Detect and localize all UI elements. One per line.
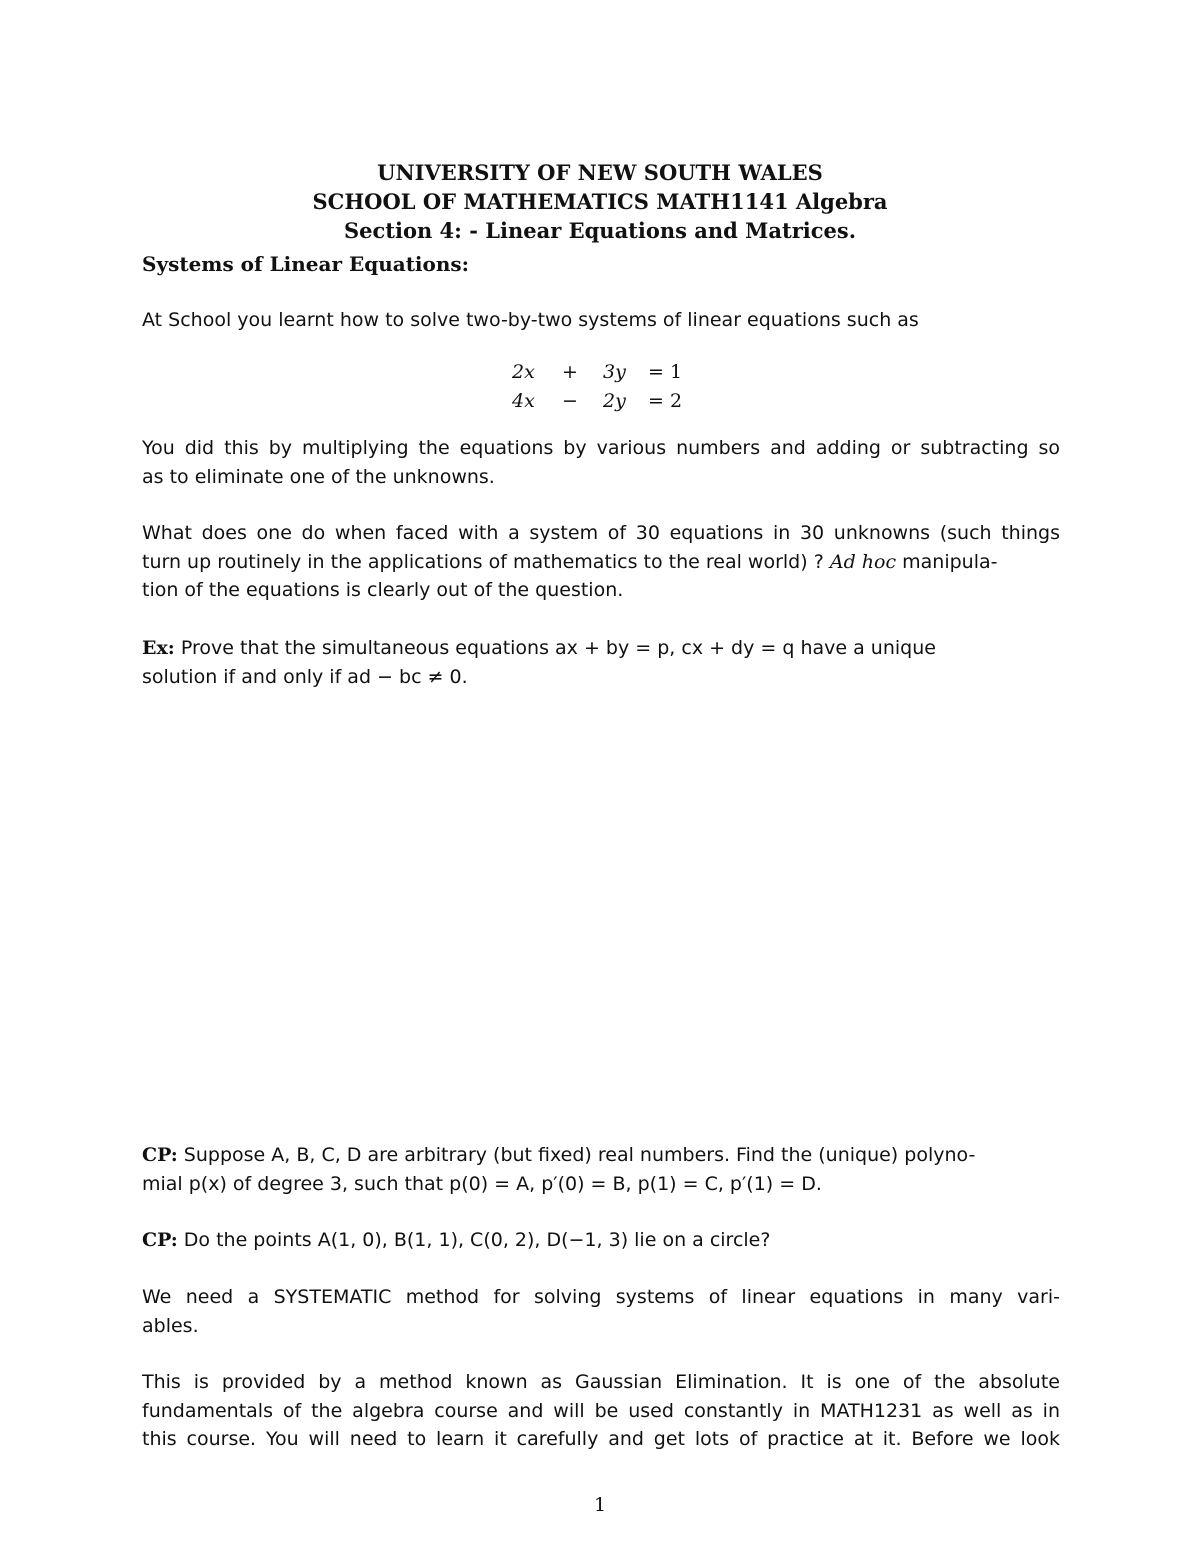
eq1-term2: 3y: [603, 361, 626, 383]
intro-paragraph: [142, 306, 1060, 335]
thirty-line-2: [142, 548, 1060, 577]
eq1-operator: +: [562, 361, 578, 383]
cp1-paragraph: [142, 1141, 1060, 1198]
cp2-paragraph: [142, 1226, 1060, 1255]
intro-text: At School you learnt how to solve two-by-two systems of linear equations such as: [142, 309, 919, 331]
eq1-term1: 2x: [512, 361, 535, 383]
exercise-text-1: Prove that the simultaneous equations ax + by = p, cx + dy = q have a unique: [180, 637, 936, 659]
eq1-rhs: = 1: [648, 361, 683, 383]
header-section: Section 4: - Linear Equations and Matrices.: [343, 218, 857, 243]
gaussian-line-2: fundamentals of the algebra course and will be used constantly in MATH1231 as well as in: [142, 1399, 1060, 1422]
cp2-text: Do the points A(1, 0), B(1, 1), C(0, 2), D(−1, 3) lie on a circle?: [183, 1229, 771, 1251]
eq2-operator: −: [562, 389, 578, 412]
section-heading: Systems of Linear Equations:: [142, 252, 470, 276]
exercise-label: Ex:: [142, 637, 175, 659]
elimination-line-2: as to eliminate one of the unknowns.: [142, 465, 495, 488]
thirty-line-1: What does one do when faced with a system of 30 equations in 30 unknowns (such things: [142, 522, 1060, 544]
eq2-rhs: = 2: [648, 389, 683, 412]
equation-system: [500, 358, 700, 415]
eq2-term1: 4x: [512, 389, 535, 412]
systematic-paragraph: [142, 1283, 1060, 1340]
cp1-label: CP:: [142, 1144, 178, 1166]
exercise-paragraph: [142, 634, 1060, 691]
cp1-line-1: [142, 1141, 1060, 1170]
page-number: 1: [593, 1494, 607, 1516]
thirty-equations-paragraph: [142, 519, 1060, 605]
cp1-line-2: mial p(x) of degree 3, such that p(0) = A, p′(0) = B, p(1) = C, p′(1) = D.: [142, 1172, 822, 1195]
thirty-line-3: tion of the equations is clearly out of the question.: [142, 579, 624, 602]
elimination-paragraph: [142, 434, 1060, 491]
exercise-line-1: [142, 634, 1060, 663]
elimination-line-1: You did this by multiplying the equations by various numbers and adding or subtracting so: [142, 437, 1060, 459]
ad-hoc-italic: Ad hoc: [829, 550, 897, 573]
eq2-term2: 2y: [603, 389, 626, 412]
thirty-line-2b: manipula-: [902, 550, 998, 573]
gaussian-line-3: this course. You will need to learn it carefully and get lots of practice at it. Before we look: [142, 1428, 1060, 1451]
systematic-line-2: ables.: [142, 1314, 199, 1337]
equation-row-2: [500, 387, 700, 416]
gaussian-line-1: This is provided by a method known as Gaussian Elimination. It is one of the absolute: [142, 1371, 1060, 1393]
document-header: [0, 158, 1200, 245]
systematic-line-1: We need a SYSTEMATIC method for solving systems of linear equations in many vari-: [142, 1286, 1060, 1308]
cp2-line: [142, 1226, 1060, 1255]
thirty-line-2a: turn up routinely in the applications of mathematics to the real world) ?: [142, 550, 824, 573]
cp1-text-1: Suppose A, B, C, D are arbitrary (but fixed) real numbers. Find the (unique) polyno-: [183, 1144, 976, 1166]
exercise-line-2: solution if and only if ad − bc ≠ 0.: [142, 665, 468, 688]
header-school: SCHOOL OF MATHEMATICS MATH1141 Algebra: [312, 189, 888, 214]
cp2-label: CP:: [142, 1229, 178, 1251]
equation-row-1: [500, 358, 700, 387]
header-university: UNIVERSITY OF NEW SOUTH WALES: [377, 160, 823, 185]
gaussian-paragraph: [142, 1368, 1060, 1454]
